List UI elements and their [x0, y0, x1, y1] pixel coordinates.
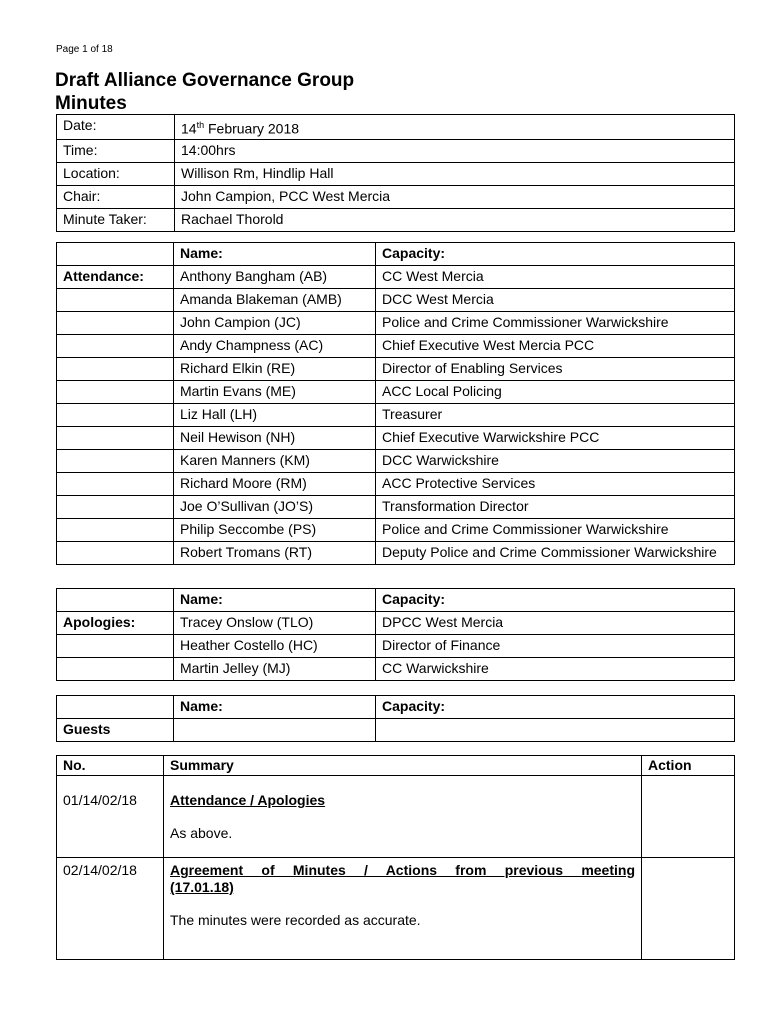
minutes-no-header: No.	[57, 756, 164, 776]
location-label: Location:	[57, 162, 175, 185]
table-row	[57, 450, 735, 473]
row-blank	[57, 381, 174, 404]
attendee-name: Philip Seccombe (PS)	[174, 519, 376, 542]
attendee-name: Anthony Bangham (AB)	[174, 266, 376, 289]
table-row	[57, 335, 735, 358]
table-row	[57, 496, 735, 519]
attendance-table	[56, 242, 735, 565]
guests-table	[56, 695, 735, 742]
minute-taker-label: Minute Taker:	[57, 208, 175, 231]
table-row	[57, 358, 735, 381]
date-value: 14th February 2018	[175, 115, 735, 140]
table-row	[57, 473, 735, 496]
table-row	[57, 612, 735, 635]
table-row	[57, 658, 735, 681]
minute-taker-row	[57, 208, 735, 231]
guests-capacity-header: Capacity:	[376, 696, 735, 719]
apologies-name-header: Name:	[174, 589, 376, 612]
table-row	[57, 719, 735, 742]
row-blank	[57, 312, 174, 335]
row-blank	[57, 450, 174, 473]
attendee-name: Joe O’Sullivan (JO’S)	[174, 496, 376, 519]
attendee-name: John Campion (JC)	[174, 312, 376, 335]
row-blank	[57, 542, 174, 565]
row-blank	[57, 473, 174, 496]
minutes-summary-header: Summary	[164, 756, 642, 776]
apology-name: Heather Costello (HC)	[174, 635, 376, 658]
guest-capacity	[376, 719, 735, 742]
minute-action	[642, 776, 735, 858]
apology-name: Tracey Onslow (TLO)	[174, 612, 376, 635]
attendee-capacity: Chief Executive Warwickshire PCC	[376, 427, 735, 450]
attendance-capacity-header: Capacity:	[376, 243, 735, 266]
attendee-name: Liz Hall (LH)	[174, 404, 376, 427]
attendee-capacity: Transformation Director	[376, 496, 735, 519]
guests-label: Guests	[57, 719, 174, 742]
attendee-name: Andy Champness (AC)	[174, 335, 376, 358]
title-line-1: Draft Alliance Governance Group	[55, 70, 355, 91]
attendee-capacity: DCC West Mercia	[376, 289, 735, 312]
attendee-name: Richard Moore (RM)	[174, 473, 376, 496]
table-row	[57, 266, 735, 289]
minute-summary	[164, 776, 642, 858]
date-row	[57, 115, 735, 140]
minutes-action-header: Action	[642, 756, 735, 776]
guests-name-header: Name:	[174, 696, 376, 719]
row-blank	[57, 658, 174, 681]
table-row	[57, 542, 735, 565]
location-value: Willison Rm, Hindlip Hall	[175, 162, 735, 185]
guests-header-row	[57, 696, 735, 719]
attendee-capacity: Police and Crime Commissioner Warwickshire	[376, 312, 735, 335]
attendee-capacity: Deputy Police and Crime Commissioner Warwickshire	[376, 542, 735, 565]
title-line-2: Minutes	[55, 93, 127, 114]
table-row	[57, 289, 735, 312]
apology-name: Martin Jelley (MJ)	[174, 658, 376, 681]
row-blank	[57, 289, 174, 312]
apology-capacity: CC Warwickshire	[376, 658, 735, 681]
minute-heading-line-2: (17.01.18)	[170, 879, 234, 895]
page-number: Page 1 of 18	[56, 44, 113, 55]
minute-heading-line-1: Agreement of Minutes / Actions from previous meeting	[170, 862, 635, 878]
apologies-header-row	[57, 589, 735, 612]
minute-body: The minutes were recorded as accurate.	[170, 912, 421, 928]
row-blank	[57, 496, 174, 519]
row-blank	[57, 404, 174, 427]
chair-value: John Campion, PCC West Mercia	[175, 185, 735, 208]
table-row	[57, 312, 735, 335]
minute-summary	[164, 858, 642, 960]
attendee-name: Robert Tromans (RT)	[174, 542, 376, 565]
apology-capacity: DPCC West Mercia	[376, 612, 735, 635]
location-row	[57, 162, 735, 185]
apologies-table	[56, 588, 735, 681]
time-row	[57, 139, 735, 162]
row-blank	[57, 635, 174, 658]
attendee-capacity: ACC Local Policing	[376, 381, 735, 404]
minute-action	[642, 858, 735, 960]
table-row	[57, 858, 735, 960]
minute-number: 02/14/02/18	[57, 858, 164, 960]
row-blank	[57, 358, 174, 381]
attendance-header-blank	[57, 243, 174, 266]
chair-label: Chair:	[57, 185, 175, 208]
attendee-name: Neil Hewison (NH)	[174, 427, 376, 450]
attendee-name: Karen Manners (KM)	[174, 450, 376, 473]
table-row	[57, 519, 735, 542]
minute-body: As above.	[170, 825, 233, 841]
attendance-name-header: Name:	[174, 243, 376, 266]
minute-taker-value: Rachael Thorold	[175, 208, 735, 231]
apologies-capacity-header: Capacity:	[376, 589, 735, 612]
apology-capacity: Director of Finance	[376, 635, 735, 658]
minute-number: 01/14/02/18	[57, 776, 164, 858]
minute-heading: Attendance / Apologies	[170, 792, 326, 808]
attendee-capacity: DCC Warwickshire	[376, 450, 735, 473]
document-title	[55, 69, 555, 115]
attendee-name: Martin Evans (ME)	[174, 381, 376, 404]
table-row	[57, 635, 735, 658]
attendee-capacity: Treasurer	[376, 404, 735, 427]
table-row	[57, 404, 735, 427]
attendee-name: Richard Elkin (RE)	[174, 358, 376, 381]
meeting-details-table	[56, 114, 735, 232]
table-row	[57, 776, 735, 858]
chair-row	[57, 185, 735, 208]
row-blank	[57, 427, 174, 450]
table-row	[57, 381, 735, 404]
time-label: Time:	[57, 139, 175, 162]
attendee-capacity: CC West Mercia	[376, 266, 735, 289]
attendance-header-row	[57, 243, 735, 266]
attendee-capacity: Police and Crime Commissioner Warwickshire	[376, 519, 735, 542]
guest-name	[174, 719, 376, 742]
attendee-name: Amanda Blakeman (AMB)	[174, 289, 376, 312]
guests-header-blank	[57, 696, 174, 719]
apologies-header-blank	[57, 589, 174, 612]
row-blank	[57, 335, 174, 358]
attendee-capacity: ACC Protective Services	[376, 473, 735, 496]
attendance-label: Attendance:	[57, 266, 174, 289]
table-row	[57, 427, 735, 450]
date-label: Date:	[57, 115, 175, 140]
attendee-capacity: Director of Enabling Services	[376, 358, 735, 381]
attendee-capacity: Chief Executive West Mercia PCC	[376, 335, 735, 358]
row-blank	[57, 519, 174, 542]
minutes-table	[56, 755, 735, 960]
apologies-label: Apologies:	[57, 612, 174, 635]
minutes-header-row	[57, 756, 735, 776]
time-value: 14:00hrs	[175, 139, 735, 162]
